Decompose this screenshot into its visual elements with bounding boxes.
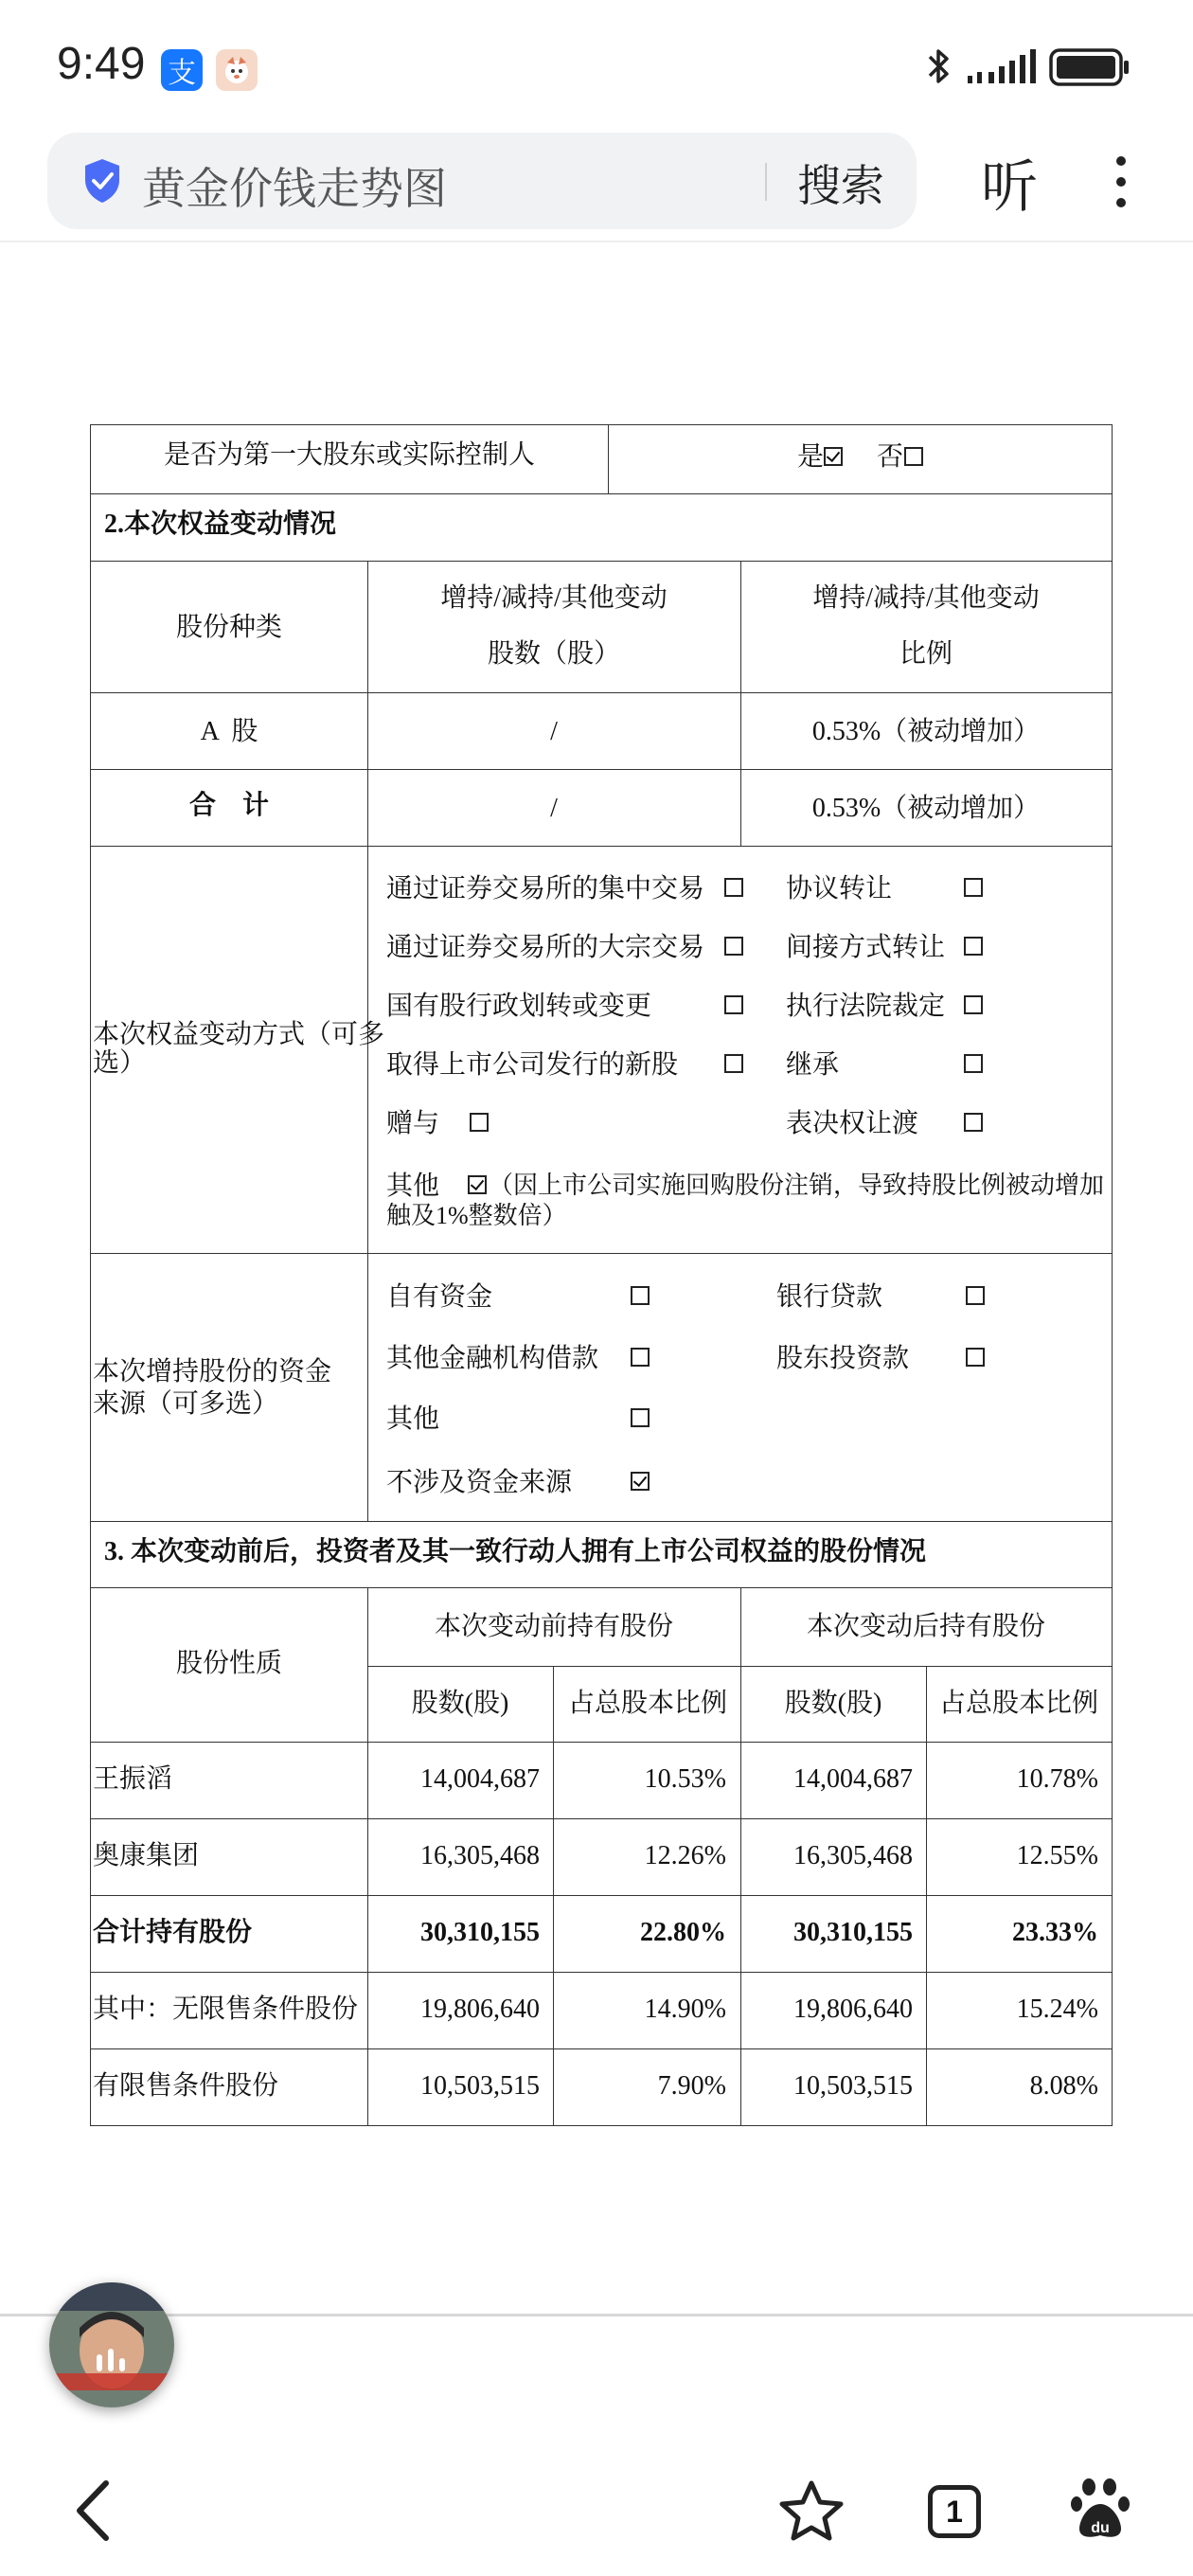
method-option: 间接方式转让 [786,933,946,962]
more-icon[interactable] [1110,153,1132,215]
holding-before-pct: 14.90% [644,1995,726,2024]
row-a-label: A 股 [200,717,258,746]
tabs-button[interactable]: 1 [928,2485,981,2538]
funds-option: 自有资金 [386,1282,493,1312]
toolbar-separator [0,241,1193,242]
funds-label-line2: 来源（可多选） [93,1389,279,1419]
method-checkbox [724,937,743,956]
method-label-line2: 选） [93,1048,147,1078]
col-shares-line2: 股数（股） [487,639,621,669]
yes-checkbox [824,447,843,466]
pet-app-icon [216,49,258,91]
listen-button[interactable]: 听 [981,155,1038,219]
section3-heading: 3. 本次变动前后，投资者及其一致行动人拥有上市公司权益的股份情况 [104,1537,927,1566]
row-total-shares: / [550,794,558,823]
holding-before-pct: 12.26% [644,1841,726,1870]
method-option: 赠与 [386,1109,440,1138]
method-option: 协议转让 [786,874,893,903]
alipay-icon: 支 [161,49,203,91]
shield-icon [81,157,123,209]
video-thumbnail-icon [49,2282,174,2407]
col-ratio-line1: 增持/减持/其他变动 [812,583,1040,613]
holding-before-pct: 10.53% [644,1764,726,1794]
method-checkbox [964,995,983,1014]
method-option: 表决权让渡 [786,1109,919,1138]
method-other-checkbox [468,1175,487,1194]
col-shares-line1: 增持/减持/其他变动 [440,583,668,613]
holding-name-total: 合计持有股份 [93,1918,253,1947]
baidu-icon[interactable] [1070,2476,1131,2547]
funds-option: 其他金融机构借款 [386,1344,599,1373]
col-after-shares: 股数(股) [784,1689,882,1718]
holding-before-pct: 7.90% [657,2071,726,2101]
holding-after-shares: 10,503,515 [793,2071,913,2101]
row-a-ratio: 0.53%（被动增加） [811,717,1041,746]
method-other-note-line1: （因上市公司实施回购股份注销，导致持股比例被动增加 [489,1172,1105,1199]
holding-before-shares: 10,503,515 [420,2071,540,2101]
funds-option: 银行贷款 [776,1282,883,1312]
method-other-note-line2: 触及1%整数倍） [386,1202,567,1229]
method-option: 执行法院裁定 [786,992,946,1021]
battery-icon [1049,47,1131,92]
before-group-header: 本次变动前持有股份 [434,1612,674,1641]
col-after-pct: 占总股本比例 [938,1689,1099,1718]
holding-after-pct: 8.08% [1029,2071,1098,2101]
holding-name: 奥康集团 [93,1841,200,1870]
favorite-icon[interactable] [778,2479,845,2547]
holding-after-pct: 12.55% [1016,1841,1098,1870]
col-kind: 股份种类 [175,613,283,642]
method-checkbox [964,937,983,956]
holding-name: 有限售条件股份 [93,2071,279,2101]
signal-icon [966,47,1040,90]
funds-option: 股东投资款 [776,1344,910,1373]
funds-checkbox [631,1408,650,1427]
holding-name: 其中：无限售条件股份 [93,1995,359,2024]
bottom-nav [0,2443,1193,2576]
method-checkbox [470,1113,489,1132]
method-checkbox [724,1054,743,1073]
row-total-label: 合 计 [188,791,270,820]
holding-after-shares: 16,305,468 [793,1841,913,1870]
funds-option: 不涉及资金来源 [386,1468,573,1497]
holding-before-pct: 22.80% [640,1918,726,1947]
funds-label-line1: 本次增持股份的资金 [93,1357,332,1386]
yes-label: 是 [797,442,825,472]
bluetooth-icon [924,45,953,92]
holding-after-pct: 15.24% [1016,1995,1098,2024]
after-group-header: 本次变动后持有股份 [806,1612,1046,1641]
holding-after-pct: 10.78% [1016,1764,1098,1794]
funds-option: 其他 [386,1404,440,1434]
funds-checkbox [966,1348,985,1367]
funds-checkbox [966,1286,985,1305]
method-checkbox [724,995,743,1014]
back-icon[interactable] [74,2479,112,2547]
funds-checkbox [631,1348,650,1367]
status-time: 9:49 [57,39,146,89]
method-checkbox [964,1113,983,1132]
method-option: 继承 [786,1050,840,1080]
method-option: 国有股行政划转或变更 [386,992,652,1021]
holding-name: 王振滔 [93,1764,173,1794]
method-checkbox [724,878,743,897]
holding-after-shares: 19,806,640 [793,1995,913,2024]
col-nature: 股份性质 [175,1649,283,1678]
funds-checkbox-checked [631,1472,650,1491]
holding-after-pct: 23.33% [1012,1918,1098,1947]
holding-after-shares: 14,004,687 [793,1764,913,1794]
method-option: 取得上市公司发行的新股 [386,1050,679,1080]
holding-before-shares: 14,004,687 [420,1764,540,1794]
search-input[interactable]: 黄金价钱走势图 [142,164,447,213]
holding-before-shares: 16,305,468 [420,1841,540,1870]
search-divider [765,163,767,201]
content-divider [0,2314,1193,2317]
row-a-shares: / [550,717,558,746]
method-checkbox [964,1054,983,1073]
floating-video-widget[interactable] [49,2282,174,2407]
method-option-other: 其他 [386,1172,440,1201]
method-checkbox [964,878,983,897]
first-holder-question: 是否为第一大股东或实际控制人 [163,440,536,470]
row-total-ratio: 0.53%（被动增加） [811,794,1041,823]
col-before-shares: 股数(股) [411,1689,509,1718]
holding-before-shares: 30,310,155 [420,1918,540,1947]
table-cell [740,561,1113,693]
search-button[interactable]: 搜索 [797,161,884,210]
holding-after-shares: 30,310,155 [793,1918,913,1947]
svg-text:du: du [1091,2520,1110,2536]
holding-before-shares: 19,806,640 [420,1995,540,2024]
method-label-line1: 本次权益变动方式（可多 [93,1020,385,1049]
method-option: 通过证券交易所的大宗交易 [386,933,705,962]
col-ratio-line2: 比例 [899,639,953,669]
section2-heading: 2.本次权益变动情况 [104,510,337,539]
funds-checkbox [631,1286,650,1305]
no-checkbox [904,447,923,466]
col-before-pct: 占总股本比例 [567,1689,728,1718]
method-option: 通过证券交易所的集中交易 [386,874,705,903]
table-cell [608,424,1113,494]
no-label: 否 [877,442,904,472]
table-cell [367,561,741,693]
